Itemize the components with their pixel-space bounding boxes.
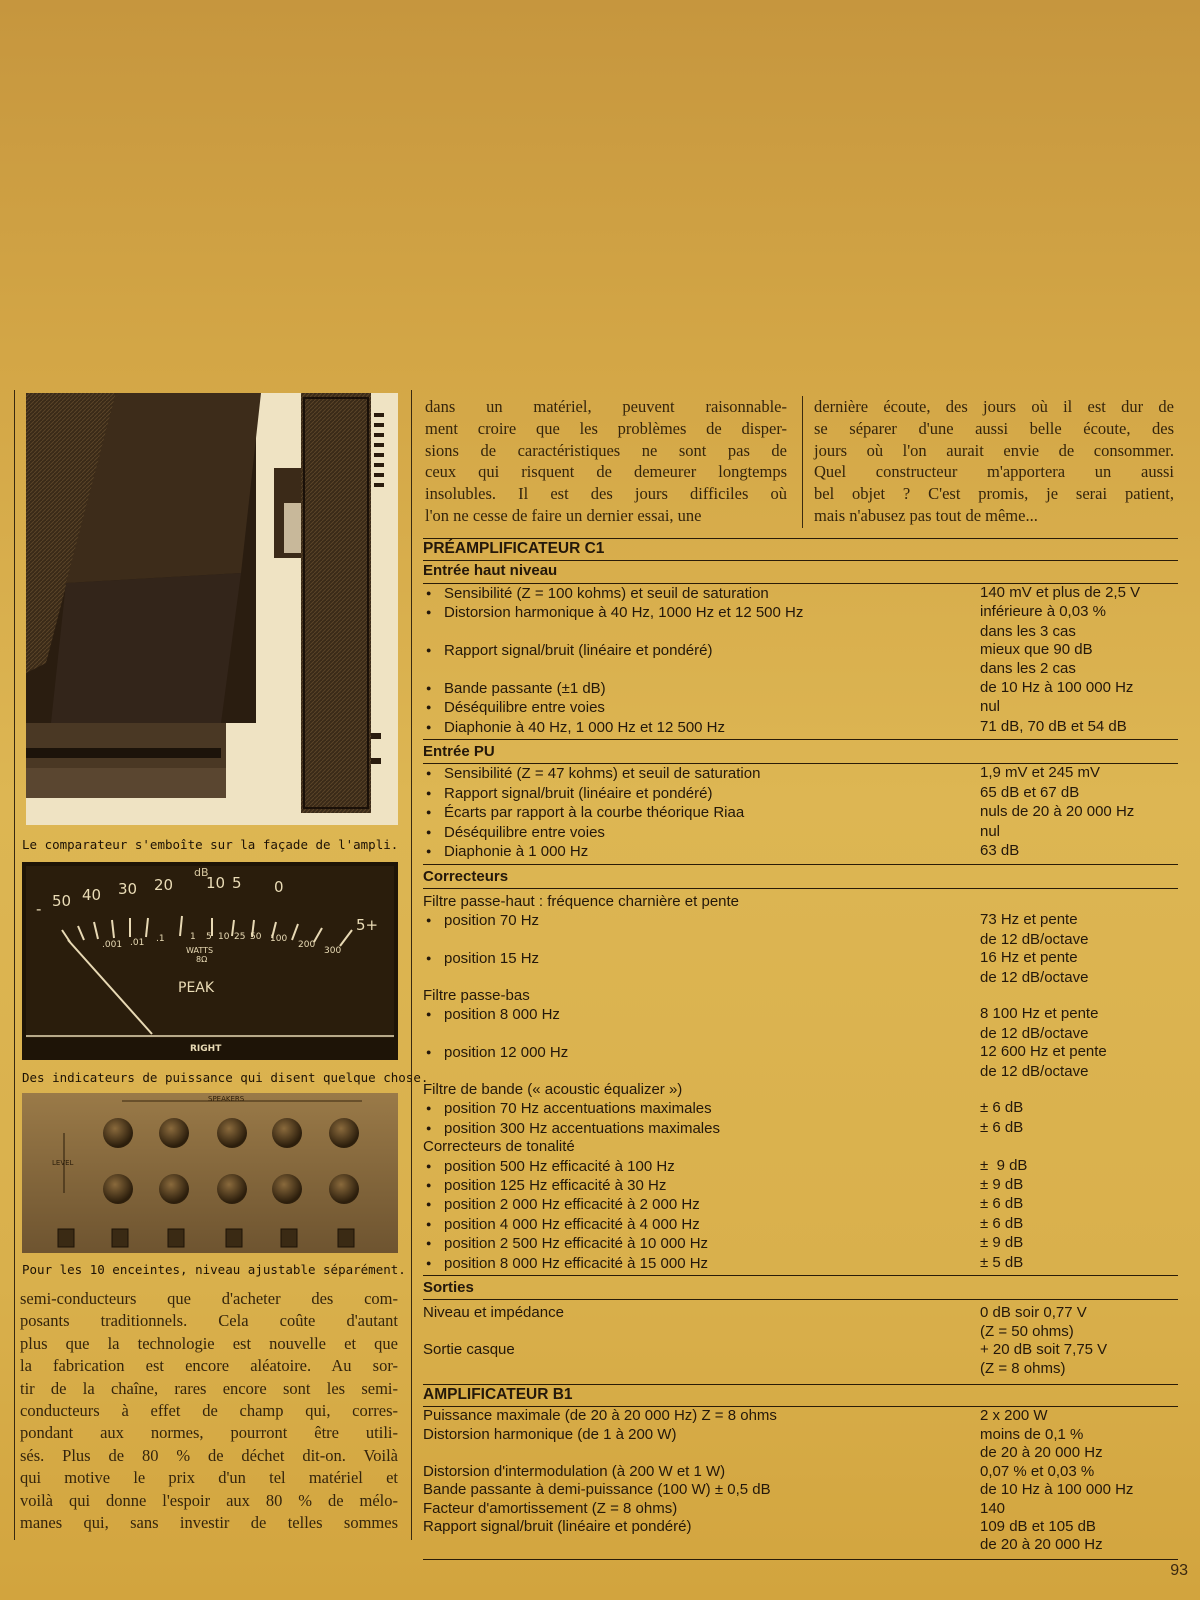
- article-line: l'on ne cesse de faire un dernier essai, une: [425, 505, 702, 525]
- spec-value: de 10 Hz à 100 000 Hz: [980, 1481, 1134, 1499]
- photo2-caption: Des indicateurs de puissance qui disent quelque chose.: [22, 1070, 429, 1085]
- meter-scale-40: 40: [82, 886, 102, 904]
- spec-row: [423, 1341, 1178, 1359]
- spec-label: ● position 500 Hz efficacité à 100 Hz: [423, 1157, 980, 1176]
- article-line: ceux qui risquent de demeurer longtemps: [425, 462, 787, 482]
- article-column-2: [425, 396, 787, 527]
- spec-label: Puissance maximale (de 20 à 20 000 Hz) Z = 8 ohms: [423, 1407, 777, 1425]
- spec-value: 109 dB et 105 dB: [980, 1517, 1096, 1535]
- outputs-title: Sorties: [423, 1278, 1178, 1300]
- article-line: jours où l'on aurait envie de consommer.: [814, 440, 1174, 460]
- spec-label: ● position 70 Hz accentuations maximales: [423, 1099, 980, 1118]
- amplifier-photo: [26, 393, 398, 825]
- spec-label: ● Rapport signal/bruit (linéaire et pondéré): [423, 784, 980, 803]
- spec-label: ● position 8 000 Hz: [423, 1005, 980, 1024]
- meter-watt-6: 25: [234, 932, 246, 942]
- meter-watts-label: WATTS: [186, 946, 214, 955]
- pu-title: Entrée PU: [423, 742, 1178, 764]
- spec-row: [423, 1234, 1178, 1253]
- level-label: LEVEL: [52, 1159, 74, 1167]
- spec-row: [423, 1536, 1178, 1554]
- left-body-line: conducteurs à effet de champ qui, corres-: [20, 1401, 398, 1421]
- article-line: mais n'abusez pas tout de même...: [814, 505, 1038, 525]
- left-body-line: la fabrication est encore aléatoire. Au sor-: [20, 1356, 398, 1376]
- spec-value: de 12 dB/octave: [980, 968, 1089, 986]
- tone-title: Correcteurs de tonalité: [423, 1138, 575, 1156]
- correcteurs-section: [423, 893, 1178, 1276]
- photo1-caption: Le comparateur s'emboîte sur la façade de l'ampli.: [22, 837, 399, 852]
- spec-row: [423, 803, 1178, 822]
- spec-row: [423, 660, 1178, 678]
- spec-label: [423, 1063, 980, 1081]
- spec-value: de 12 dB/octave: [980, 1024, 1089, 1042]
- high-level-section: [423, 584, 1178, 740]
- spec-row: [423, 698, 1178, 717]
- spec-label: [423, 1536, 980, 1554]
- spec-value: de 12 dB/octave: [980, 1062, 1089, 1080]
- spec-value: de 10 Hz à 100 000 Hz: [980, 678, 1134, 696]
- spec-row: [423, 1063, 1178, 1081]
- article-line: Quel constructeur m'apportera un aussi: [814, 462, 1174, 482]
- meter-scale-0: 0: [274, 878, 284, 896]
- spec-row: [423, 764, 1178, 783]
- high-level-title: Entrée haut niveau: [423, 561, 1178, 583]
- lowpass-title: Filtre passe-bas: [423, 986, 530, 1004]
- spec-label: ● Diaphonie à 1 000 Hz: [423, 842, 980, 861]
- spec-row: [423, 1360, 1178, 1378]
- spec-label: ● Sensibilité (Z = 47 kohms) et seuil de saturation: [423, 764, 980, 783]
- spec-label: [423, 931, 980, 949]
- spec-label: [423, 1323, 980, 1341]
- spec-label: ● position 2 000 Hz efficacité à 2 000 Hz: [423, 1195, 980, 1214]
- spec-label: Distorsion d'intermodulation (à 200 W et 1 W): [423, 1462, 726, 1480]
- outputs-section: [423, 1304, 1178, 1382]
- page-number: 93: [1170, 1562, 1188, 1579]
- meter-scale-minus: -: [36, 900, 42, 918]
- spec-value: de 20 à 20 000 Hz: [980, 1536, 1103, 1554]
- left-body-line: voilà qui donne l'espoir aux 80 % de mélo-: [20, 1490, 398, 1510]
- meter-watt-10: 300: [324, 946, 342, 956]
- left-body-line: pondant aux normes, pourront être utili-: [20, 1423, 398, 1443]
- highpass-title: Filtre passe-haut : fréquence charnière et pente: [423, 892, 740, 910]
- meter-scale-5: 5: [232, 874, 242, 892]
- spec-value: ± 6 dB: [980, 1118, 1024, 1136]
- spec-value: ± 5 dB: [980, 1253, 1024, 1271]
- spec-label: ● position 8 000 Hz efficacité à 15 000 Hz: [423, 1254, 980, 1273]
- spec-value: 16 Hz et pente: [980, 949, 1078, 967]
- correcteurs-title: Correcteurs: [423, 867, 1178, 889]
- spec-row: [423, 1323, 1178, 1341]
- meter-scale-20: 20: [154, 876, 174, 894]
- spec-label: [423, 1444, 980, 1462]
- spec-label: ● Écarts par rapport à la courbe théorique Riaa: [423, 803, 980, 822]
- left-body-line: plus que la technologie est nouvelle et que: [20, 1333, 398, 1353]
- article-line: se séparer d'une aussi belle écoute, des: [814, 418, 1174, 438]
- spec-value: ± 6 dB: [980, 1195, 1024, 1213]
- article-line: ment croire que les problèmes de disper-: [425, 418, 787, 438]
- spec-row: [423, 842, 1178, 861]
- spec-label: ● position 4 000 Hz efficacité à 4 000 Hz: [423, 1215, 980, 1234]
- spec-value: de 20 à 20 000 Hz: [980, 1444, 1103, 1462]
- spec-value: (Z = 8 ohms): [980, 1359, 1066, 1377]
- spec-row: [423, 1426, 1178, 1444]
- spec-row: [423, 1518, 1178, 1536]
- spec-row: [423, 641, 1178, 660]
- spec-row: [423, 1157, 1178, 1176]
- left-body-line: sés. Plus de 80 % de déchet dit-on. Voilà: [20, 1445, 398, 1465]
- spec-label: ● position 300 Hz accentuations maximales: [423, 1119, 980, 1138]
- spec-row: [423, 1176, 1178, 1195]
- spec-value: ± 9 dB: [980, 1234, 1024, 1252]
- spec-row: [423, 1481, 1178, 1499]
- photo3-caption: Pour les 10 enceintes, niveau ajustable séparément.: [22, 1262, 406, 1277]
- meter-scale-5plus: 5+: [356, 916, 379, 934]
- spec-value: de 12 dB/octave: [980, 930, 1089, 948]
- meter-watt-5: 10: [218, 932, 230, 942]
- spec-value: + 20 dB soit 7,75 V: [980, 1341, 1108, 1359]
- spec-row: [423, 911, 1178, 930]
- spec-label: [423, 623, 980, 641]
- preamp-title: PRÉAMPLIFICATEUR C1: [423, 538, 1178, 561]
- spec-row: [423, 784, 1178, 803]
- pu-section: [423, 764, 1178, 864]
- article-line: insolubles. Il est des jours difficiles où: [425, 484, 787, 504]
- left-body-line: qui motive le prix d'un tel matériel et: [20, 1468, 398, 1488]
- spec-value: 140: [980, 1499, 1006, 1517]
- spec-label: Rapport signal/bruit (linéaire et pondéré): [423, 1517, 692, 1535]
- article-line: sions de caractéristiques ne sont pas de: [425, 440, 787, 460]
- meter-scale-10: 10: [206, 874, 226, 892]
- spec-row: [423, 1304, 1178, 1322]
- spec-label: [423, 1360, 980, 1378]
- amp-title: AMPLIFICATEUR B1: [423, 1384, 1178, 1407]
- spec-row: [423, 603, 1178, 622]
- spec-row: [423, 1407, 1178, 1425]
- spec-row: [423, 1195, 1178, 1214]
- spec-label: ● Distorsion harmonique à 40 Hz, 1000 Hz et 12 500 Hz: [423, 603, 980, 622]
- spec-row: [423, 1463, 1178, 1481]
- meter-watt-8: 100: [270, 934, 288, 944]
- meter-watt-4: 5: [206, 932, 212, 942]
- spec-row: [423, 1444, 1178, 1462]
- spec-label: ● Diaphonie à 40 Hz, 1 000 Hz et 12 500 Hz: [423, 718, 980, 737]
- spec-label: ● position 2 500 Hz efficacité à 10 000 Hz: [423, 1234, 980, 1253]
- left-body-line: semi-conducteurs que d'acheter des com-: [20, 1289, 398, 1308]
- meter-watt-0: .001: [102, 940, 123, 950]
- spec-row: [423, 969, 1178, 987]
- spec-value: nul: [980, 698, 1001, 716]
- spec-label: ● Sensibilité (Z = 100 kohms) et seuil de saturation: [423, 584, 980, 603]
- spec-value: 73 Hz et pente: [980, 911, 1078, 929]
- spec-row: [423, 1043, 1178, 1062]
- spec-value: (Z = 50 ohms): [980, 1322, 1074, 1340]
- spec-row: [423, 679, 1178, 698]
- spec-value: 1,9 mV et 245 mV: [980, 764, 1101, 782]
- left-body-line: posants traditionnels. Cela coûte d'autant: [20, 1311, 398, 1331]
- left-column-rule: [14, 390, 15, 1540]
- spec-row: [423, 1215, 1178, 1234]
- spec-value: ± 9 dB: [980, 1176, 1024, 1193]
- spec-label: ● Déséquilibre entre voies: [423, 823, 980, 842]
- spec-value: dans les 3 cas: [980, 622, 1076, 640]
- spec-value: moins de 0,1 %: [980, 1425, 1084, 1443]
- meter-peak-label: PEAK: [178, 980, 215, 996]
- band-title: Filtre de bande (« acoustic équalizer »): [423, 1080, 683, 1098]
- spec-label: Facteur d'amortissement (Z = 8 ohms): [423, 1499, 678, 1517]
- middle-column-rule: [411, 390, 412, 1540]
- amp-section: [423, 1407, 1178, 1559]
- spec-value: 8 100 Hz et pente: [980, 1005, 1099, 1023]
- spec-value: 0,07 % et 0,03 %: [980, 1462, 1095, 1480]
- article-line: bel objet ? C'est promis, je serai patient,: [814, 484, 1174, 504]
- meter-right-label: RIGHT: [190, 1044, 222, 1054]
- spec-row: [423, 623, 1178, 641]
- spec-row: [423, 931, 1178, 949]
- meter-watt-3: 1: [190, 932, 196, 942]
- spec-row: [423, 718, 1178, 737]
- power-meter-photo: [22, 862, 398, 1060]
- meter-scale-30: 30: [118, 880, 138, 898]
- spec-value: 65 dB et 67 dB: [980, 783, 1080, 801]
- specifications-table: [423, 536, 1178, 1560]
- meter-db-unit: dB: [194, 866, 209, 879]
- spec-label: ● Rapport signal/bruit (linéaire et pondéré): [423, 641, 980, 660]
- spec-row: [423, 1099, 1178, 1118]
- speaker-level-panel-photo: [22, 1093, 398, 1253]
- spec-value: nuls de 20 à 20 000 Hz: [980, 803, 1135, 821]
- spec-label: Niveau et impédance: [423, 1304, 564, 1322]
- spec-label: Distorsion harmonique (de 1 à 200 W): [423, 1425, 677, 1443]
- spec-value: ± 9 dB: [980, 1156, 1028, 1174]
- left-body-text: [20, 1288, 398, 1534]
- spec-value: ± 6 dB: [980, 1214, 1024, 1232]
- meter-watt-2: .1: [156, 934, 165, 944]
- spec-row: [423, 1005, 1178, 1024]
- spec-value: dans les 2 cas: [980, 660, 1076, 678]
- spec-value: 2 x 200 W: [980, 1407, 1048, 1425]
- spec-label: ● position 15 Hz: [423, 949, 980, 968]
- spec-value: 71 dB, 70 dB et 54 dB: [980, 717, 1127, 735]
- meter-watt-9: 200: [298, 940, 316, 950]
- spec-row: [423, 949, 1178, 968]
- spec-label: ● position 70 Hz: [423, 911, 980, 930]
- meter-ohms-label: 8Ω: [196, 955, 208, 964]
- spec-label: [423, 1025, 980, 1043]
- spec-value: 12 600 Hz et pente: [980, 1043, 1107, 1061]
- spec-row: [423, 1254, 1178, 1273]
- spec-row: [423, 1025, 1178, 1043]
- top-column-rule: [802, 396, 803, 528]
- spec-value: inférieure à 0,03 %: [980, 603, 1106, 621]
- spec-label: ● position 125 Hz efficacité à 30 Hz: [423, 1176, 980, 1195]
- spec-value: ± 6 dB: [980, 1099, 1024, 1117]
- spec-row: [423, 584, 1178, 603]
- spec-label: ● position 12 000 Hz: [423, 1043, 980, 1062]
- article-line: dernière écoute, des jours où il est dur de: [814, 397, 1174, 416]
- article-line: dans un matériel, peuvent raisonnable-: [425, 397, 787, 416]
- spec-value: 63 dB: [980, 842, 1020, 860]
- spec-row: [423, 1119, 1178, 1138]
- meter-watt-7: 50: [250, 932, 262, 942]
- speakers-label: SPEAKERS: [208, 1095, 245, 1103]
- meter-scale-50: 50: [52, 892, 72, 910]
- left-body-line: manes qui, sans investir de telles sommes: [20, 1513, 398, 1533]
- article-column-3: [814, 396, 1174, 527]
- spec-value: mieux que 90 dB: [980, 641, 1093, 659]
- meter-watt-1: .01: [130, 938, 145, 948]
- spec-label: ● Déséquilibre entre voies: [423, 698, 980, 717]
- left-body-line: tir de la chaîne, rares encore sont les semi-: [20, 1378, 398, 1398]
- spec-label: Bande passante à demi-puissance (100 W) ± 0,5 dB: [423, 1481, 771, 1499]
- spec-label: ● Bande passante (±1 dB): [423, 679, 980, 698]
- spec-row: [423, 1500, 1178, 1518]
- spec-value: 0 dB soir 0,77 V: [980, 1304, 1087, 1322]
- spec-label: [423, 660, 980, 678]
- spec-label: [423, 969, 980, 987]
- spec-label: Sortie casque: [423, 1341, 515, 1359]
- spec-value: 140 mV et plus de 2,5 V: [980, 583, 1141, 601]
- spec-row: [423, 823, 1178, 842]
- spec-value: nul: [980, 822, 1001, 840]
